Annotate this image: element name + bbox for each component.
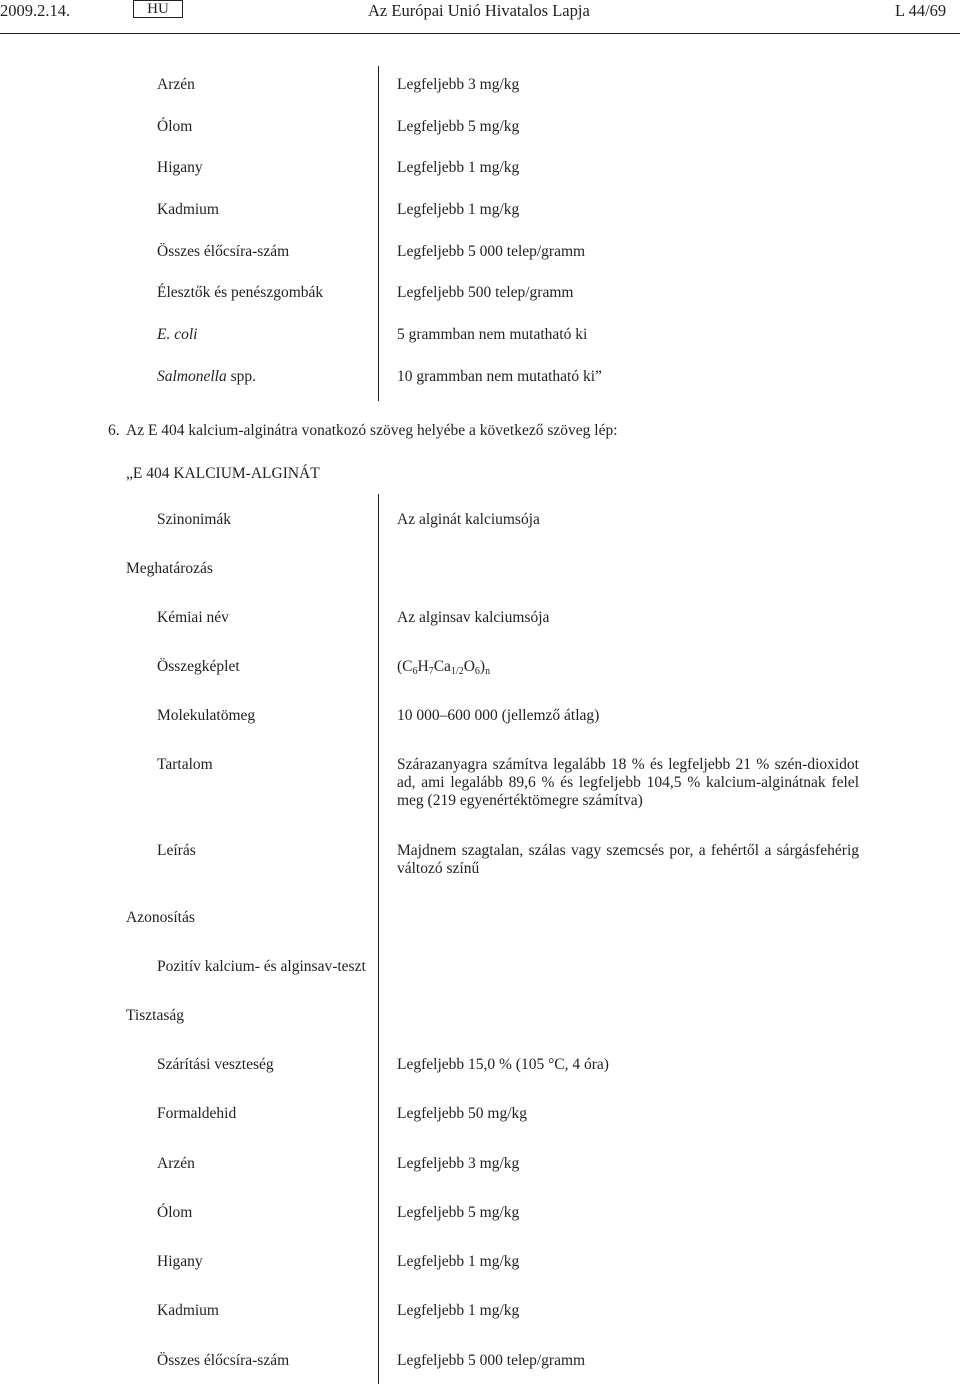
definition-heading: Meghatározás xyxy=(126,560,213,577)
header-rule xyxy=(0,33,960,34)
purity-value: Legfeljebb 15,0 % (105 °C, 4 óra) xyxy=(397,1056,609,1073)
prev-label: Élesztők és penészgombák xyxy=(157,284,324,301)
formula-part: Ca xyxy=(433,658,451,675)
synonyms-label: Szinonimák xyxy=(157,511,232,528)
purity-value: Legfeljebb 1 mg/kg xyxy=(397,1302,520,1319)
salmonella-genus: Salmonella xyxy=(157,368,227,385)
formula-part: (C xyxy=(397,658,413,675)
synonyms-value: Az alginát kalciumsója xyxy=(397,511,540,528)
description-label: Leírás xyxy=(157,842,196,859)
purity-value: Legfeljebb 5 mg/kg xyxy=(397,1204,520,1221)
molecular-weight-value: 10 000–600 000 (jellemző átlag) xyxy=(397,707,600,724)
prev-value: Legfeljebb 1 mg/kg xyxy=(397,159,520,176)
prev-value: 5 grammban nem mutatható ki xyxy=(397,326,588,343)
item-number: 6. xyxy=(108,422,120,439)
prev-label: Ólom xyxy=(157,118,193,135)
prev-label: Arzén xyxy=(157,76,195,93)
prev-value: Legfeljebb 5 000 telep/gramm xyxy=(397,243,586,260)
spec-table-divider xyxy=(378,494,379,1384)
item-text: Az E 404 kalcium-alginátra vonatkozó szöveg helyébe a következő szöveg lép: xyxy=(126,422,618,439)
substance-title: „E 404 KALCIUM-ALGINÁT xyxy=(126,465,320,482)
purity-label: Összes élőcsíra-szám xyxy=(157,1352,290,1369)
purity-value: Legfeljebb 50 mg/kg xyxy=(397,1105,527,1122)
purity-value: Legfeljebb 3 mg/kg xyxy=(397,1155,520,1172)
formula-value xyxy=(397,658,490,676)
journal-title: Az Európai Unió Hivatalos Lapja xyxy=(368,1,590,20)
purity-label: Formaldehid xyxy=(157,1105,237,1122)
identification-test: Pozitív kalcium- és alginsav-teszt xyxy=(157,958,366,975)
formula-sub: 1/2 xyxy=(450,666,464,677)
content-value: Szárazanyagra számítva legalább 18 % és legfeljebb 21 % szén-dioxidot ad, ami legalább 89,6 % és legfeljebb 104,5 % kalcium-alginátnak felel meg (219 egyenértéktömegre számítva) xyxy=(397,756,859,809)
purity-value: Legfeljebb 1 mg/kg xyxy=(397,1253,520,1270)
language-badge: HU xyxy=(133,0,183,18)
chem-name-label: Kémiai név xyxy=(157,609,229,626)
formula-sub: n xyxy=(485,666,491,677)
content-label: Tartalom xyxy=(157,756,213,773)
formula-part: O xyxy=(463,658,475,675)
header-date: 2009.2.14. xyxy=(0,1,71,20)
prev-value: Legfeljebb 5 mg/kg xyxy=(397,118,520,135)
prev-label: Kadmium xyxy=(157,201,219,218)
identification-heading: Azonosítás xyxy=(126,909,195,926)
formula-sub: 6 xyxy=(474,666,480,677)
prev-label: Higany xyxy=(157,159,203,176)
purity-label: Kadmium xyxy=(157,1302,219,1319)
prev-value: Legfeljebb 1 mg/kg xyxy=(397,201,520,218)
purity-heading: Tisztaság xyxy=(126,1007,184,1024)
purity-label: Ólom xyxy=(157,1204,193,1221)
purity-label: Arzén xyxy=(157,1155,195,1172)
description-value: Majdnem szagtalan, szálas vagy szemcsés por, a fehértől a sárgásfehérig változó színű xyxy=(397,842,859,877)
prev-value: Legfeljebb 3 mg/kg xyxy=(397,76,520,93)
prev-table-divider xyxy=(378,66,379,401)
prev-label: E. coli xyxy=(157,326,198,343)
page-number: L 44/69 xyxy=(895,1,947,20)
purity-value: Legfeljebb 5 000 telep/gramm xyxy=(397,1352,586,1369)
formula-sub: 7 xyxy=(428,666,434,677)
salmonella-spp: spp. xyxy=(226,368,257,385)
prev-value: 10 grammban nem mutatható ki” xyxy=(397,368,602,385)
formula-part: ) xyxy=(479,658,486,675)
prev-label xyxy=(157,368,256,386)
prev-label: Összes élőcsíra-szám xyxy=(157,243,290,260)
formula-part: H xyxy=(417,658,429,675)
prev-value: Legfeljebb 500 telep/gramm xyxy=(397,284,574,301)
formula-label: Összegképlet xyxy=(157,658,240,675)
chem-name-value: Az alginsav kalciumsója xyxy=(397,609,550,626)
formula-sub: 6 xyxy=(412,666,418,677)
purity-label: Higany xyxy=(157,1253,203,1270)
purity-label: Szárítási veszteség xyxy=(157,1056,274,1073)
molecular-weight-label: Molekulatömeg xyxy=(157,707,256,724)
